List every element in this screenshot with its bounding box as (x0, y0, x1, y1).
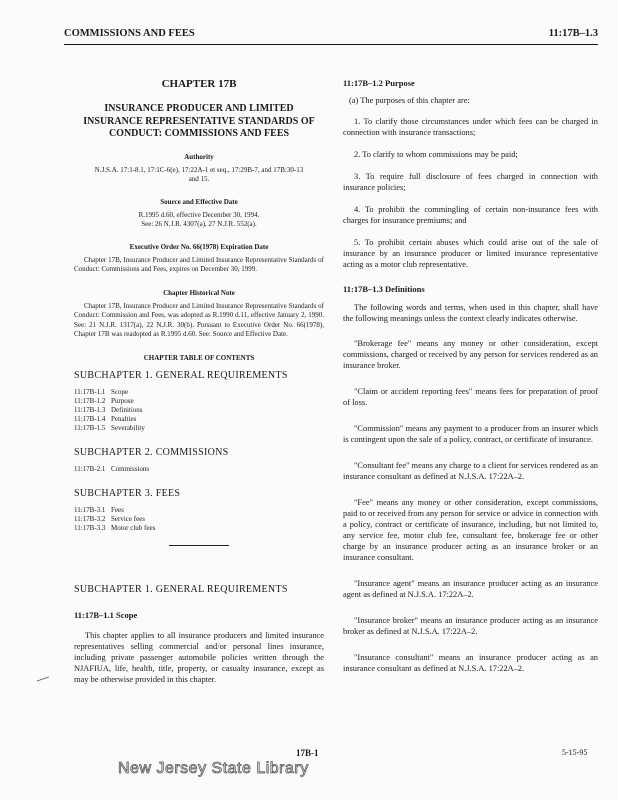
toc-heading: CHAPTER TABLE OF CONTENTS (143, 353, 255, 362)
purpose-intro: (a) The purposes of this chapter are: (349, 96, 470, 105)
toc-entry[interactable] (74, 515, 324, 524)
margin-mark (36, 676, 50, 682)
toc-entry[interactable] (74, 406, 324, 415)
toc-number: 11:17B-1.2 (74, 396, 106, 405)
left-column (74, 78, 324, 695)
history-heading: Chapter Historical Note (163, 288, 235, 297)
authority-text: N.J.S.A. 17:1-8.1, 17:1C-6(e), 17:22A-1 et seq., 17:29B-7, and 17B:30-13 and 15. (94, 165, 304, 183)
page-number: 17B-1 (296, 748, 319, 758)
toc-label: Commissions (111, 464, 150, 473)
source-line: R.1995 d.60, effective December 30, 1994. (138, 210, 260, 219)
authority-heading: Authority (184, 152, 214, 161)
definition: "Insurance broker" means an insurance producer acting as an insurance broker as defined at N.J.S.A. 17:22A–2. (343, 616, 598, 636)
exec-order-text: Chapter 17B, Insurance Producer and Limited Insurance Representative Standards of Conduct: Commissions and Fees, expires on December 30, 1999. (74, 255, 324, 273)
toc-list (74, 388, 324, 433)
purpose-heading: 11:17B–1.2 Purpose (343, 78, 415, 88)
toc-label: Service fees (111, 514, 146, 523)
right-column (343, 78, 598, 685)
toc-subchapter-heading: SUBCHAPTER 2. COMMISSIONS (74, 446, 229, 458)
toc-label: Purpose (111, 396, 134, 405)
header-title: COMMISSIONS AND FEES (64, 28, 195, 39)
toc-label: Severability (111, 423, 145, 432)
toc-entry[interactable] (74, 397, 324, 406)
source-heading: Source and Effective Date (160, 197, 238, 206)
library-watermark: New Jersey State Library (118, 760, 309, 777)
toc-entry[interactable] (74, 388, 324, 397)
source-text (74, 211, 324, 229)
toc-entry[interactable] (74, 415, 324, 424)
definitions-intro: The following words and terms, when used in this chapter, shall have the following meanings unless the context clearly indicates otherwise. (343, 303, 598, 323)
history-text: Chapter 17B, Insurance Producer and Limited Insurance Representative Standards of Conduct: Commission and Fees, was adopted as R.1990 d.11, effective January 2, 1990. See: 21 N.J.R. 1317(a), 22 N.J.R. 30(b). Pursuant to Executive Order No. 66(1978), Chapter 17B was readopted as R.1995 d.60. See: Source and Effective Date. (74, 301, 324, 338)
definition: "Fee" means any money or other consideration, except commissions, paid to or received from any person for service or advice in connection with a policy, contract or certificate of insurance, including, but not limited to, any service fee, motor club fee, consultant fee, brokerage fee or other charge by an insurance producer acting as an insurance broker or an insurance consultant. (343, 498, 598, 562)
toc-label: Fees (111, 505, 124, 514)
toc-entry[interactable] (74, 506, 324, 515)
purpose-item: 1. To clarify those circumstances under which fees can be charged in connection with insurance transactions; (343, 117, 598, 137)
toc-number: 11:17B-1.1 (74, 387, 106, 396)
toc-number: 11:17B-1.4 (74, 414, 106, 423)
scope-text: This chapter applies to all insurance producers and limited insurance representatives selling commercial and/or personal lines insurance, including private passenger automobile policies written through the NJAFIUA, life, health, title, property, or casualty insurance, except as may be otherwise provided in this chapter. (74, 630, 324, 684)
definition: "Consultant fee" means any charge to a client for services rendered as an insurance consultant as defined at N.J.S.A. 17:22A–2. (343, 461, 598, 481)
chapter-number: CHAPTER 17B (161, 78, 237, 90)
toc-label: Motor club fees (111, 523, 156, 532)
toc-number: 11:17B-3.3 (74, 523, 106, 532)
source-line: See: 26 N.J.R. 4307(a), 27 N.J.R. 552(a). (141, 219, 257, 228)
chapter-title: INSURANCE PRODUCER AND LIMITED INSURANCE REPRESENTATIVE STANDARDS OF CONDUCT: COMMISSIONS AND FEES (83, 103, 315, 139)
purpose-item: 3. To require full disclosure of fees charged in connection with insurance policies; (343, 172, 598, 192)
toc-list (74, 506, 324, 533)
purpose-item: 5. To prohibit certain abuses which could arise out of the sale of insurance by an insurance producer or limited insurance representative acting as a motor club representative. (343, 238, 598, 269)
section-divider (169, 545, 229, 546)
purpose-item: 2. To clarify to whom commissions may be paid; (354, 150, 518, 159)
toc-entry[interactable] (74, 465, 324, 474)
toc-number: 11:17B-2.1 (74, 464, 106, 473)
toc-number: 11:17B-1.3 (74, 405, 106, 414)
toc-label: Penalties (111, 414, 137, 423)
scope-heading: 11:17B–1.1 Scope (74, 609, 138, 620)
definition: "Insurance consultant" means an insurance producer acting as an insurance consultant as defined at N.J.S.A. 17:22A–2. (343, 653, 598, 673)
toc-list (74, 465, 324, 474)
toc-entry[interactable] (74, 424, 324, 433)
running-header (64, 28, 598, 45)
toc-label: Definitions (111, 405, 143, 414)
toc-entry[interactable] (74, 524, 324, 533)
toc-number: 11:17B-3.2 (74, 514, 106, 523)
toc-subchapter-heading: SUBCHAPTER 1. GENERAL REQUIREMENTS (74, 369, 288, 381)
toc-subchapter-heading: SUBCHAPTER 3. FEES (74, 487, 181, 499)
definition: "Commission" means any payment to a producer from an insurer which is contingent upon the sale of a policy, contract, or certificate of insurance. (343, 424, 598, 444)
toc-number: 11:17B-3.1 (74, 505, 106, 514)
toc-number: 11:17B-1.5 (74, 423, 106, 432)
definition: "Insurance agent" means an insurance producer acting as an insurance agent as defined at N.J.S.A. 17:22A–2. (343, 579, 598, 599)
header-section: 11:17B–1.3 (548, 28, 598, 39)
definition: "Claim or accident reporting fees" means fees for preparation of proof of loss. (343, 387, 598, 407)
exec-order-heading: Executive Order No. 66(1978) Expiration Date (129, 242, 269, 251)
definition: "Brokerage fee" means any money or other consideration, except commissions, charged or received by any person for services rendered as an insurance broker. (343, 339, 598, 370)
purpose-item: 4. To prohibit the commingling of certain non-insurance fees with charges for insurance premiums; and (343, 205, 598, 225)
revision-date: 5-15-95 (562, 748, 588, 757)
definitions-heading: 11:17B–1.3 Definitions (343, 284, 425, 294)
subchapter-heading: SUBCHAPTER 1. GENERAL REQUIREMENTS (74, 583, 288, 595)
toc-label: Scope (111, 387, 129, 396)
